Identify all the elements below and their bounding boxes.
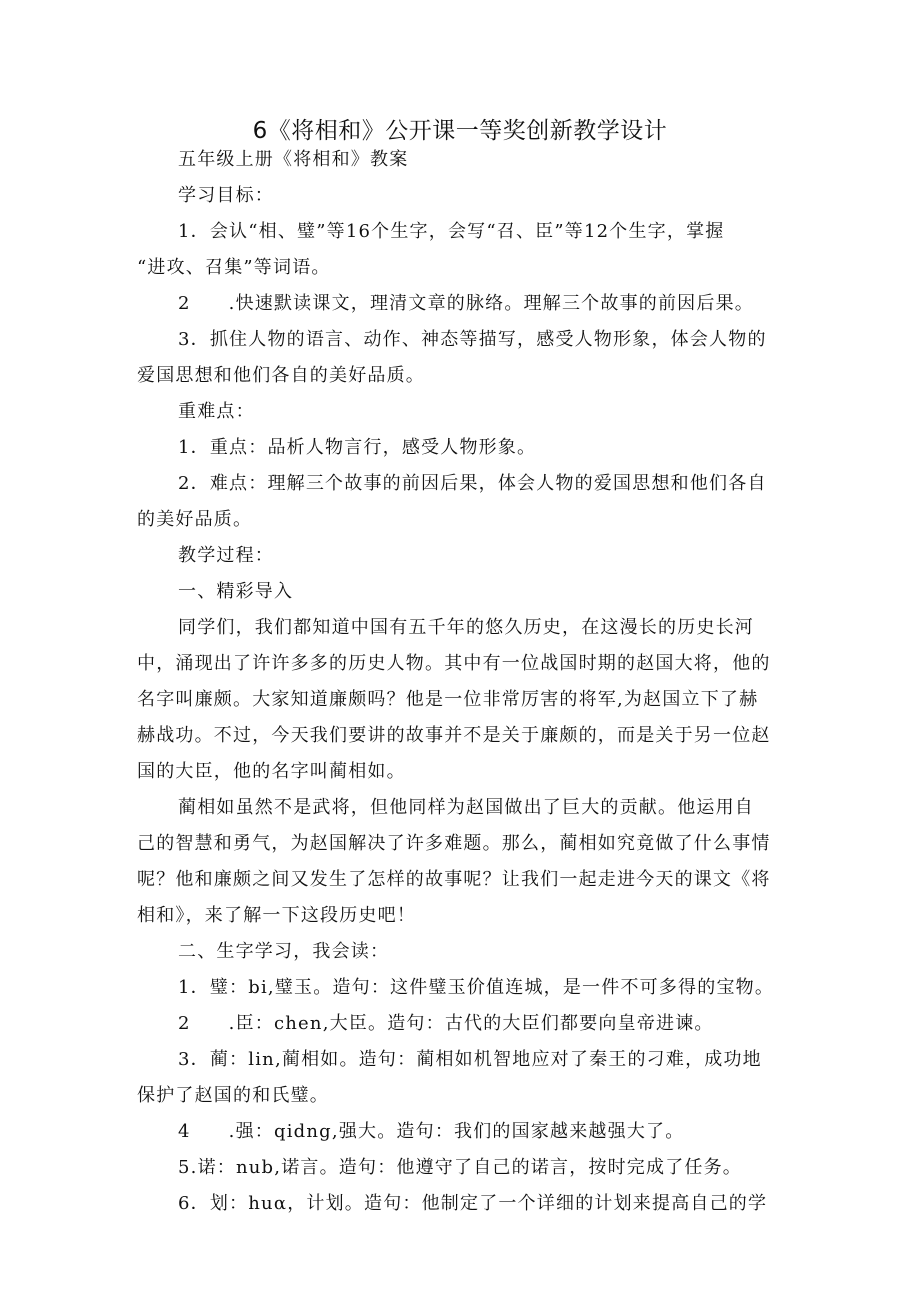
intro-paragraph-line-4: 赫战功。不过，今天我们要讲的故事并不是关于廉颇的，而是关于另一位赵 xyxy=(137,725,771,746)
character-item-2-number: 2 xyxy=(178,1013,191,1034)
intro-paragraph-line-3: 名字叫廉颇。大家知道廉颇吗？他是一位非常厉害的将军,为赵国立下了赫 xyxy=(137,689,759,710)
intro-paragraph-line-5: 国的大臣，他的名字叫蔺相如。 xyxy=(137,761,406,782)
character-item-3-line-2: 保护了赵国的和氏璧。 xyxy=(137,1085,329,1106)
goal-2-text: .快速默读课文，理清文章的脉络。理解三个故事的前因后果。 xyxy=(228,293,754,314)
goal-3-line-1: 3．抓住人物的语言、动作、神态等描写，感受人物形象，体会人物的 xyxy=(178,329,767,350)
character-item-4-text: .强：qidng,强大。造句：我们的国家越来越强大了。 xyxy=(228,1121,685,1142)
document-title: 6《将相和》公开课一等奖创新教学设计 xyxy=(252,118,668,144)
character-item-2 xyxy=(178,1012,714,1036)
character-item-4-number: 4 xyxy=(178,1121,191,1142)
section-heading-key-points: 重难点： xyxy=(178,401,255,422)
character-item-5: 5.诺：nub,诺言。造句：他遵守了自己的诺言，按时完成了任务。 xyxy=(178,1157,743,1178)
subtitle-line: 五年级上册《将相和》教案 xyxy=(178,149,409,170)
intro-paragraph-line-2: 中，涌现出了许许多多的历史人物。其中有一位战国时期的赵国大将，他的 xyxy=(137,653,771,674)
second-paragraph-line-1: 蔺相如虽然不是武将，但他同样为赵国做出了巨大的贡献。他运用自 xyxy=(178,797,754,818)
section-heading-process: 教学过程： xyxy=(178,545,274,566)
subsection-heading-characters: 二、生字学习，我会读： xyxy=(178,941,390,962)
intro-paragraph-line-1: 同学们，我们都知道中国有五千年的悠久历史，在这漫长的历史长河 xyxy=(178,617,754,638)
section-heading-goals: 学习目标： xyxy=(178,185,274,206)
second-paragraph-line-2: 己的智慧和勇气，为赵国解决了许多难题。那么，蔺相如究竟做了什么事情 xyxy=(137,833,771,854)
key-point-2-line-2: 的美好品质。 xyxy=(137,509,253,530)
goal-2-number: 2 xyxy=(178,293,191,314)
second-paragraph-line-4: 相和》，来了解一下这段历史吧！ xyxy=(137,905,416,926)
key-point-2-line-1: 2．难点：理解三个故事的前因后果，体会人物的爱国思想和他们各自 xyxy=(178,473,767,494)
character-item-1: 1．璧：bi,璧玉。造句：这件璧玉价值连城，是一件不可多得的宝物。 xyxy=(178,977,775,998)
key-point-1: 1．重点：品析人物言行，感受人物形象。 xyxy=(178,437,537,458)
character-item-3-line-1: 3．蔺：lin,蔺相如。造句：蔺相如机智地应对了秦王的刁难，成功地 xyxy=(178,1049,762,1070)
goal-2-line xyxy=(178,292,754,316)
character-item-2-text: .臣：chen,大臣。造句：古代的大臣们都要向皇帝进谏。 xyxy=(228,1013,714,1034)
goal-1-line-2: “进攻、召集”等词语。 xyxy=(137,257,331,278)
goal-1-line-1: 1．会认“相、璧”等16个生字，会写“召、臣”等12个生字，掌握 xyxy=(178,221,725,242)
second-paragraph-line-3: 呢？他和廉颇之间又发生了怎样的故事呢？让我们一起走进今天的课文《将 xyxy=(137,869,771,890)
subsection-heading-intro: 一、精彩导入 xyxy=(178,581,294,602)
goal-3-line-2: 爱国思想和他们各自的美好品质。 xyxy=(137,365,425,386)
character-item-4 xyxy=(178,1120,684,1144)
character-item-6: 6．划：huα，计划。造句：他制定了一个详细的计划来提高自己的学 xyxy=(178,1193,768,1214)
